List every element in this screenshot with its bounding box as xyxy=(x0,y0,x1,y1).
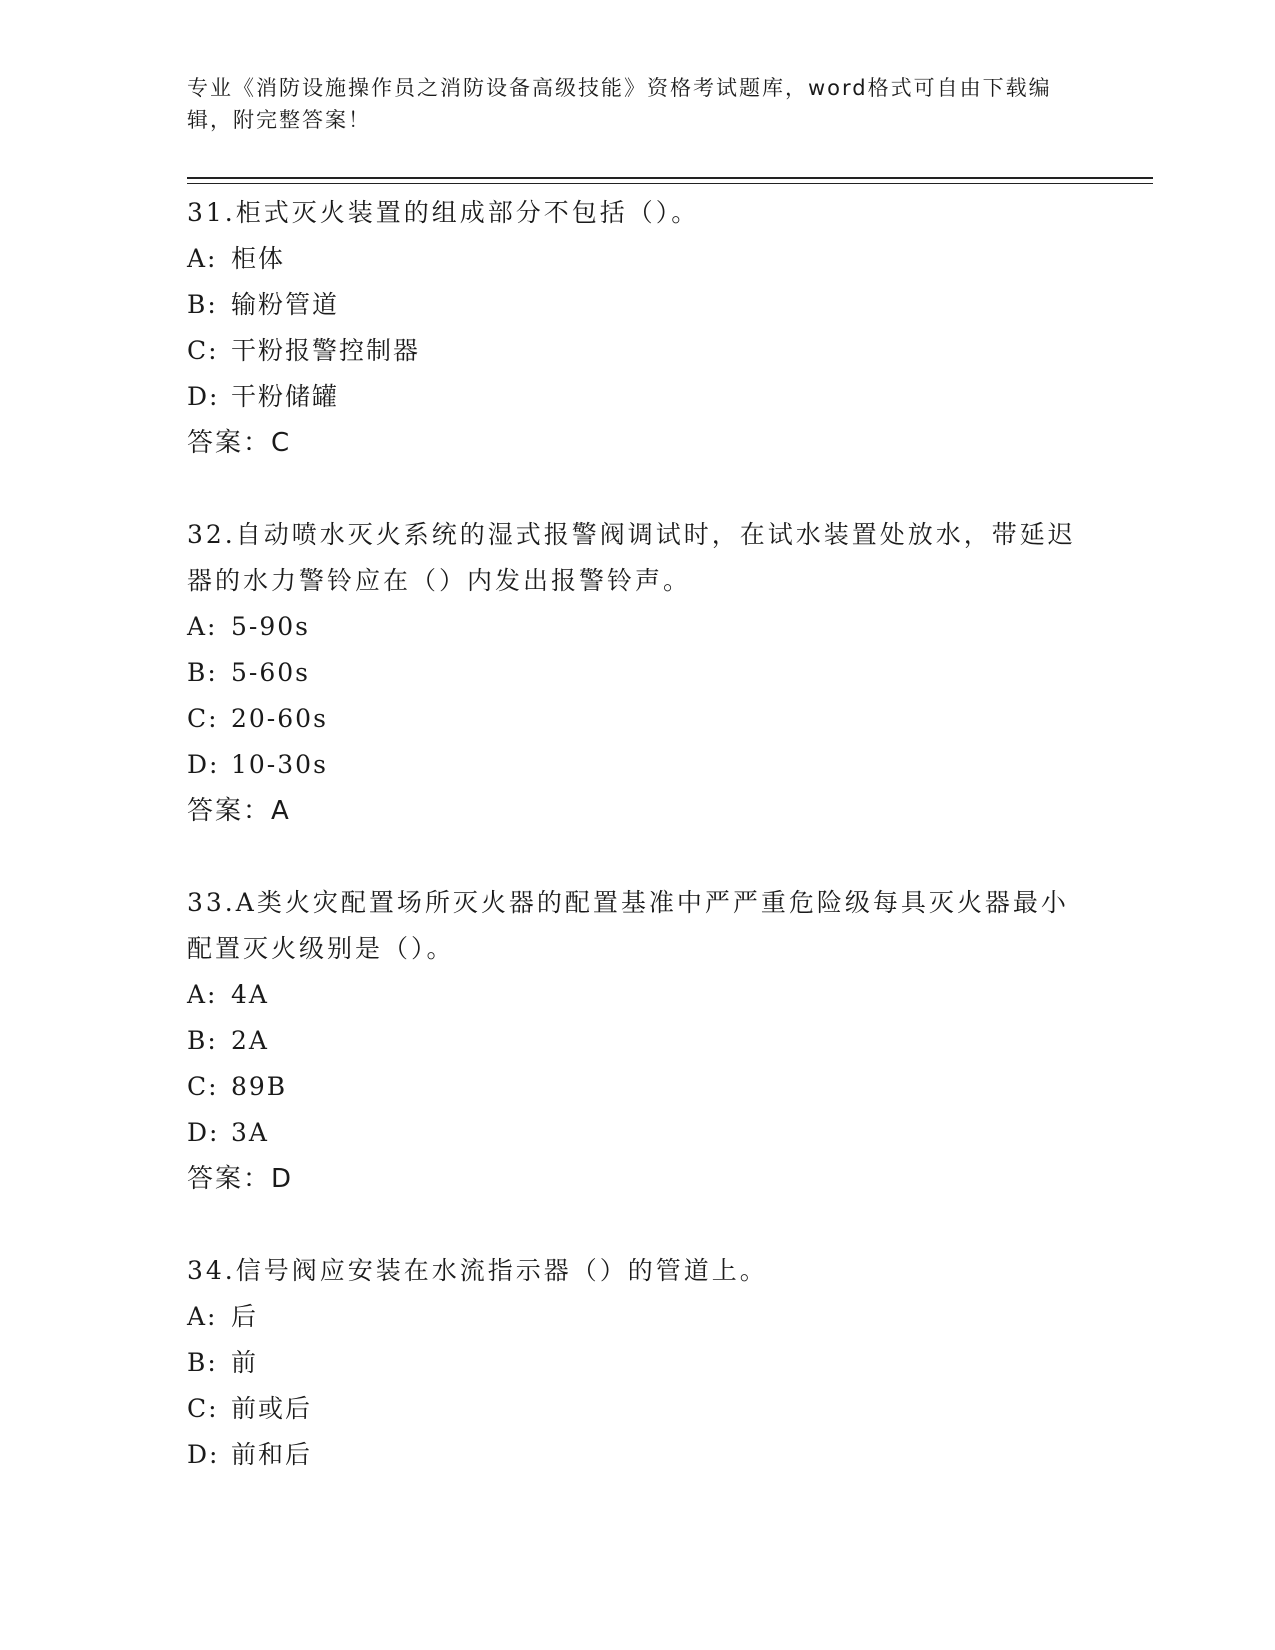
question-33 xyxy=(187,880,1087,1202)
option-text: 2A xyxy=(231,1026,269,1055)
option-letter: D: xyxy=(187,1440,220,1469)
option-text: 输粉管道 xyxy=(231,290,340,319)
answer-value: C xyxy=(271,428,292,458)
option-letter: C: xyxy=(187,704,219,733)
answer-label: 答案： xyxy=(187,428,272,458)
option-c xyxy=(187,1064,1087,1110)
option-c xyxy=(187,1386,1087,1432)
option-text: 89B xyxy=(231,1072,288,1101)
option-letter: A: xyxy=(187,612,218,641)
option-text: 柜体 xyxy=(231,244,286,273)
option-text: 后 xyxy=(231,1302,259,1331)
option-letter: B: xyxy=(187,1348,218,1377)
answer-label: 答案： xyxy=(187,796,272,826)
option-letter: C: xyxy=(187,336,219,365)
option-d xyxy=(187,1110,1087,1156)
question-stem: 31.柜式灭火装置的组成部分不包括（）。 xyxy=(187,198,700,227)
option-text: 前或后 xyxy=(231,1394,313,1423)
option-text: 4A xyxy=(231,980,269,1009)
answer-value: A xyxy=(271,796,291,826)
answer-label: 答案： xyxy=(187,1164,272,1194)
option-letter: A: xyxy=(187,1302,218,1331)
question-32 xyxy=(187,512,1087,834)
option-b xyxy=(187,650,1087,696)
answer-line xyxy=(187,1156,1087,1202)
header-divider-thick xyxy=(187,177,1153,179)
option-a xyxy=(187,604,1087,650)
option-a xyxy=(187,1294,1087,1340)
question-list xyxy=(187,190,1087,1524)
option-letter: D: xyxy=(187,1118,220,1147)
question-stem: 34.信号阀应安装在水流指示器（）的管道上。 xyxy=(187,1256,768,1285)
option-b xyxy=(187,1340,1087,1386)
option-text: 前 xyxy=(231,1348,259,1377)
option-c xyxy=(187,328,1087,374)
option-letter: D: xyxy=(187,382,220,411)
option-b xyxy=(187,1018,1087,1064)
option-a xyxy=(187,972,1087,1018)
option-b xyxy=(187,282,1087,328)
option-text: 10-30s xyxy=(231,750,328,779)
option-letter: C: xyxy=(187,1394,219,1423)
answer-value: D xyxy=(271,1164,294,1194)
question-stem: 33.A类火灾配置场所灭火器的配置基准中严严重危险级每具灭火器最小配置灭火级别是（）。 xyxy=(187,888,1069,963)
option-d xyxy=(187,1432,1087,1478)
option-text: 干粉储罐 xyxy=(231,382,340,411)
option-c xyxy=(187,696,1087,742)
document-header: 专业《消防设施操作员之消防设备高级技能》资格考试题库，word格式可自由下载编辑，附完整答案！ xyxy=(187,76,1052,132)
option-letter: B: xyxy=(187,658,218,687)
question-31 xyxy=(187,190,1087,466)
option-d xyxy=(187,742,1087,788)
option-text: 干粉报警控制器 xyxy=(231,336,421,365)
option-letter: B: xyxy=(187,1026,218,1055)
option-letter: A: xyxy=(187,244,218,273)
option-d xyxy=(187,374,1087,420)
question-34 xyxy=(187,1248,1087,1478)
option-letter: B: xyxy=(187,290,218,319)
option-text: 5-60s xyxy=(231,658,310,687)
header-divider-thin xyxy=(187,183,1153,184)
option-letter: A: xyxy=(187,980,218,1009)
option-letter: C: xyxy=(187,1072,219,1101)
option-text: 20-60s xyxy=(231,704,328,733)
option-a xyxy=(187,236,1087,282)
option-text: 前和后 xyxy=(231,1440,313,1469)
question-stem: 32.自动喷水灭火系统的湿式报警阀调试时，在试水装置处放水，带延迟器的水力警铃应在（）内发出报警铃声。 xyxy=(187,520,1076,595)
answer-line xyxy=(187,788,1087,834)
option-letter: D: xyxy=(187,750,220,779)
option-text: 5-90s xyxy=(231,612,310,641)
answer-line xyxy=(187,420,1087,466)
option-text: 3A xyxy=(231,1118,269,1147)
